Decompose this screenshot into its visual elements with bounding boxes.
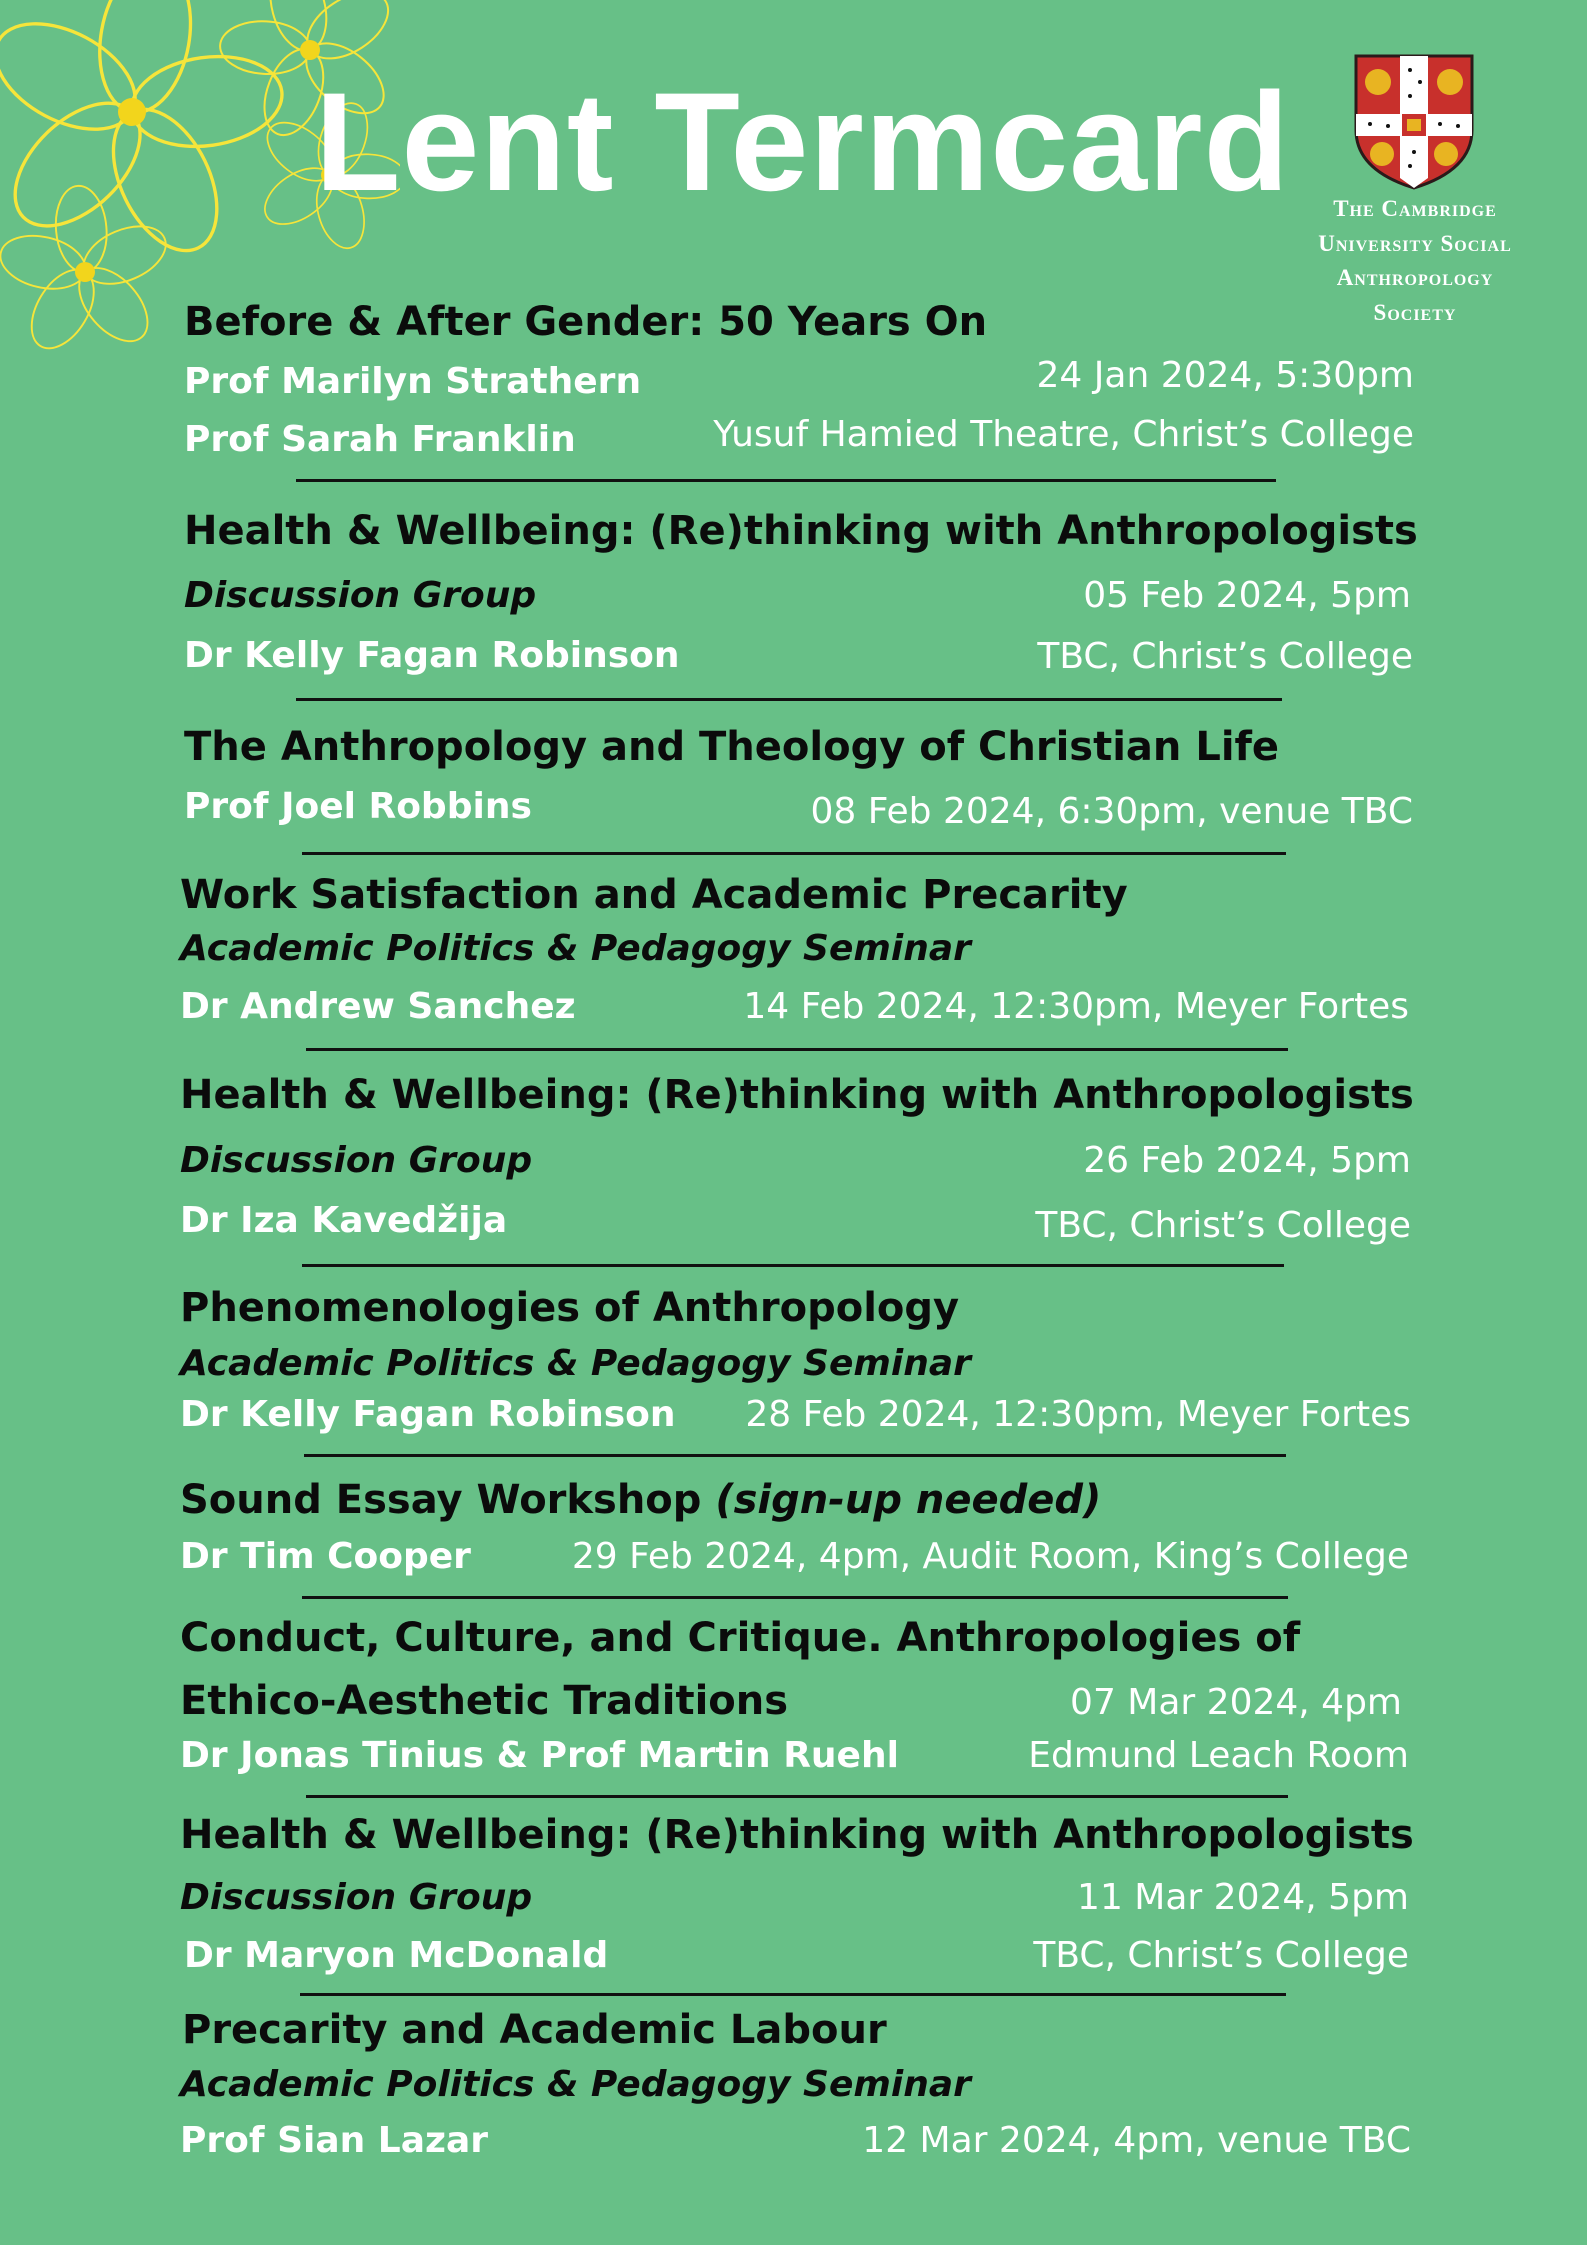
speaker-name: Dr Iza Kavedžija (180, 1200, 508, 1241)
event-date: 05 Feb 2024, 5pm (1083, 575, 1411, 616)
speaker-name: Dr Kelly Fagan Robinson (180, 1394, 676, 1435)
speaker-name: Dr Kelly Fagan Robinson (184, 635, 680, 676)
divider (296, 479, 1276, 482)
event-date-venue: 14 Feb 2024, 12:30pm, Meyer Fortes (743, 986, 1409, 1027)
divider (302, 1596, 1288, 1599)
speaker-name: Dr Maryon McDonald (184, 1935, 609, 1976)
event-venue: Yusuf Hamied Theatre, Christ’s College (713, 414, 1414, 455)
cambridge-crest-icon (1352, 52, 1476, 192)
society-line: Society (1373, 299, 1457, 325)
event-venue: TBC, Christ’s College (1037, 636, 1413, 677)
event-title (180, 1477, 1102, 1523)
speaker-name: Dr Tim Cooper (180, 1536, 471, 1577)
event-subtitle: Discussion Group (180, 1140, 533, 1181)
event-title: Health & Wellbeing: (Re)thinking with Anthropologists (180, 1812, 1414, 1858)
divider (304, 1454, 1286, 1457)
page-title: Lent Termcard (314, 63, 1291, 220)
event-title-line: Ethico-Aesthetic Traditions (180, 1678, 789, 1724)
speaker-name: Prof Sarah Franklin (184, 419, 576, 460)
event-venue: Edmund Leach Room (1028, 1735, 1409, 1776)
event-venue: TBC, Christ’s College (1035, 1205, 1411, 1246)
divider (306, 1795, 1288, 1798)
event-date: 07 Mar 2024, 4pm (1070, 1682, 1402, 1723)
event-subtitle: Academic Politics & Pedagogy Seminar (180, 2064, 971, 2105)
speaker-name: Dr Andrew Sanchez (180, 986, 576, 1027)
event-date: 26 Feb 2024, 5pm (1083, 1140, 1411, 1181)
event-title-line: Conduct, Culture, and Critique. Anthropologies of (180, 1615, 1301, 1661)
speaker-name: Dr Jonas Tinius & Prof Martin Ruehl (180, 1735, 899, 1776)
event-date-venue: 29 Feb 2024, 4pm, Audit Room, King’s College (571, 1536, 1409, 1577)
event-title: Health & Wellbeing: (Re)thinking with Anthropologists (180, 1072, 1414, 1118)
event-title: The Anthropology and Theology of Christian Life (184, 724, 1280, 770)
speaker-name: Prof Marilyn Strathern (184, 361, 642, 402)
event-subtitle: Academic Politics & Pedagogy Seminar (180, 928, 971, 969)
society-line: Anthropology (1336, 265, 1494, 290)
event-date: 11 Mar 2024, 5pm (1077, 1877, 1409, 1918)
divider (302, 852, 1286, 855)
divider (302, 1264, 1284, 1267)
speaker-name: Prof Joel Robbins (184, 786, 532, 827)
society-line: University Social (1318, 230, 1512, 256)
event-title-text: Sound Essay Workshop (180, 1477, 702, 1523)
speaker-name: Prof Sian Lazar (180, 2120, 489, 2161)
event-date-venue: 28 Feb 2024, 12:30pm, Meyer Fortes (745, 1394, 1411, 1435)
event-subtitle: Academic Politics & Pedagogy Seminar (180, 1343, 971, 1384)
event-title: Phenomenologies of Anthropology (180, 1285, 960, 1331)
event-date-venue: 12 Mar 2024, 4pm, venue TBC (862, 2120, 1411, 2161)
event-title: Before & After Gender: 50 Years On (184, 299, 988, 345)
divider (296, 698, 1282, 701)
society-name (1270, 192, 1560, 330)
society-line: The Cambridge (1333, 196, 1497, 221)
event-subtitle: Discussion Group (184, 575, 537, 616)
event-date: 24 Jan 2024, 5:30pm (1036, 355, 1414, 396)
event-title: Work Satisfaction and Academic Precarity (180, 872, 1128, 918)
divider (300, 1993, 1286, 1996)
event-title: Precarity and Academic Labour (182, 2007, 887, 2053)
event-date-venue: 08 Feb 2024, 6:30pm, venue TBC (810, 791, 1413, 832)
divider (306, 1048, 1288, 1051)
event-subtitle: Discussion Group (180, 1877, 533, 1918)
event-venue: TBC, Christ’s College (1033, 1935, 1409, 1976)
event-title: Health & Wellbeing: (Re)thinking with Anthropologists (184, 508, 1418, 554)
event-title-note: (sign-up needed) (715, 1477, 1102, 1523)
